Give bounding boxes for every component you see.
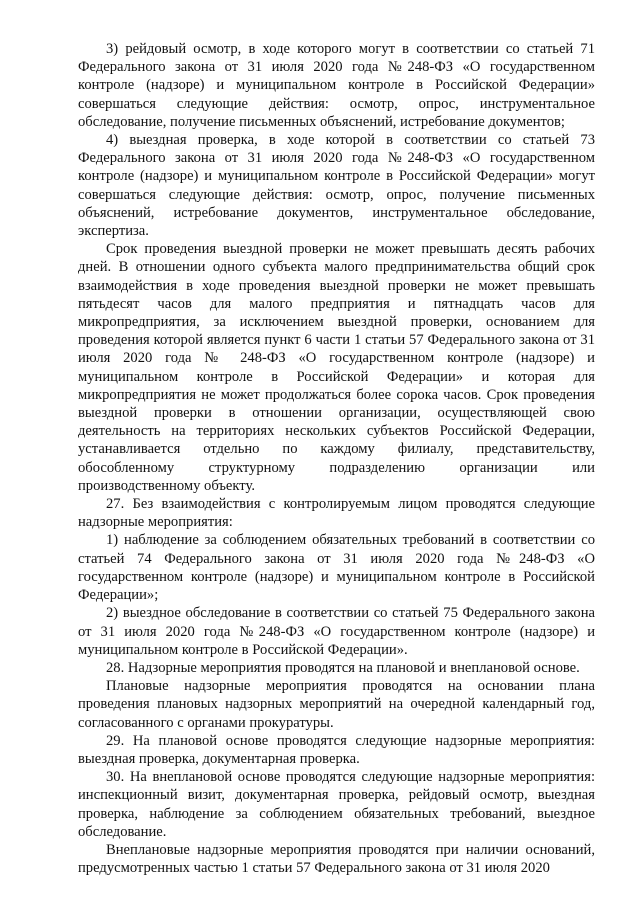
paragraph-27-item-2: 2) выездное обследование в соответствии со статьей 75 Федерального закона от 31 июля 2020 года №248-ФЗ «О государственном контроле (надзоре) и муниципальном контроле в Российской Федерации». [78, 605, 595, 658]
paragraph-27-item-1: 1) наблюдение за соблюдением обязательных требований в соответствии со статьей 74 Федерального закона от 31 июля 2020 года №248-ФЗ «О государственном контроле (надзоре) и муниципальном контроле в Российской Федерации»; [78, 532, 595, 604]
document-page [78, 40, 595, 877]
paragraph-unplanned-measures: Внеплановые надзорные мероприятия проводятся при наличии оснований, предусмотренных частью 1 статьи 57 Федерального закона от 31 июля 2020 [78, 841, 595, 877]
paragraph-27: 27. Без взаимодействия с контролируемым лицом проводятся следующие надзорные мероприятия: [78, 496, 595, 531]
paragraph-inspection-duration: Срок проведения выездной проверки не может превышать десять рабочих дней. В отношении одного субъекта малого предпринимательства общий срок взаимодействия в ходе проведения выездной проверки не может превышать пятьдесят часов для малого предприятия и пятнадцать часов для микропредприятия, за исключением выездной проверки, основанием для проведения которой является пункт 6 части 1 статьи 57 Федерального закона от 31 июля 2020 года № 248-ФЗ «О государственном контроле (надзоре) и муниципальном контроле в Российской Федерации» и которая для микропредприятия не может продолжаться более сорока часов. Срок проведения выездной проверки в отношении организации, осуществляющей свою деятельность на территориях нескольких субъектов Российской Федерации, устанавливается отдельно по каждому филиалу, представительству, обособленному структурному подразделению организации или производственному объекту. [78, 241, 595, 494]
paragraph-onsite-inspection: 4) выездная проверка, в ходе которой в соответствии со статьей 73 Федерального закона от 31 июля 2020 года №248-ФЗ «О государственном контроле (надзоре) и муниципальном контроле в Российской Федерации» могут совершаться следующие действия: осмотр, опрос, получение письменных объяснений, истребование документов, инструментальное обследование, экспертиза. [78, 132, 595, 240]
paragraph-30: 30. На внеплановой основе проводятся следующие надзорные мероприятия: инспекционный визит, документарная проверка, рейдовый осмотр, выездная проверка, наблюдение за соблюдением обязательных требований, выездное обследование. [78, 769, 595, 840]
paragraph-planned-measures: Плановые надзорные мероприятия проводятся на основании плана проведения плановых надзорных мероприятий на очередной календарный год, согласованного с органами прокуратуры. [78, 678, 595, 731]
paragraph-29: 29. На плановой основе проводятся следующие надзорные мероприятия: выездная проверка, документарная проверка. [78, 732, 595, 767]
paragraph-raid-inspection: 3) рейдовый осмотр, в ходе которого могут в соответствии со статьей 71 Федерального закона от 31 июля 2020 года №248-ФЗ «О государственном контроле (надзоре) и муниципальном контроле в Российской Федерации» совершаться следующие действия: осмотр, опрос, инструментальное обследование, получение письменных объяснений, истребование документов; [78, 41, 595, 130]
paragraph-28: 28. Надзорные мероприятия проводятся на плановой и внеплановой основе. [106, 659, 580, 676]
